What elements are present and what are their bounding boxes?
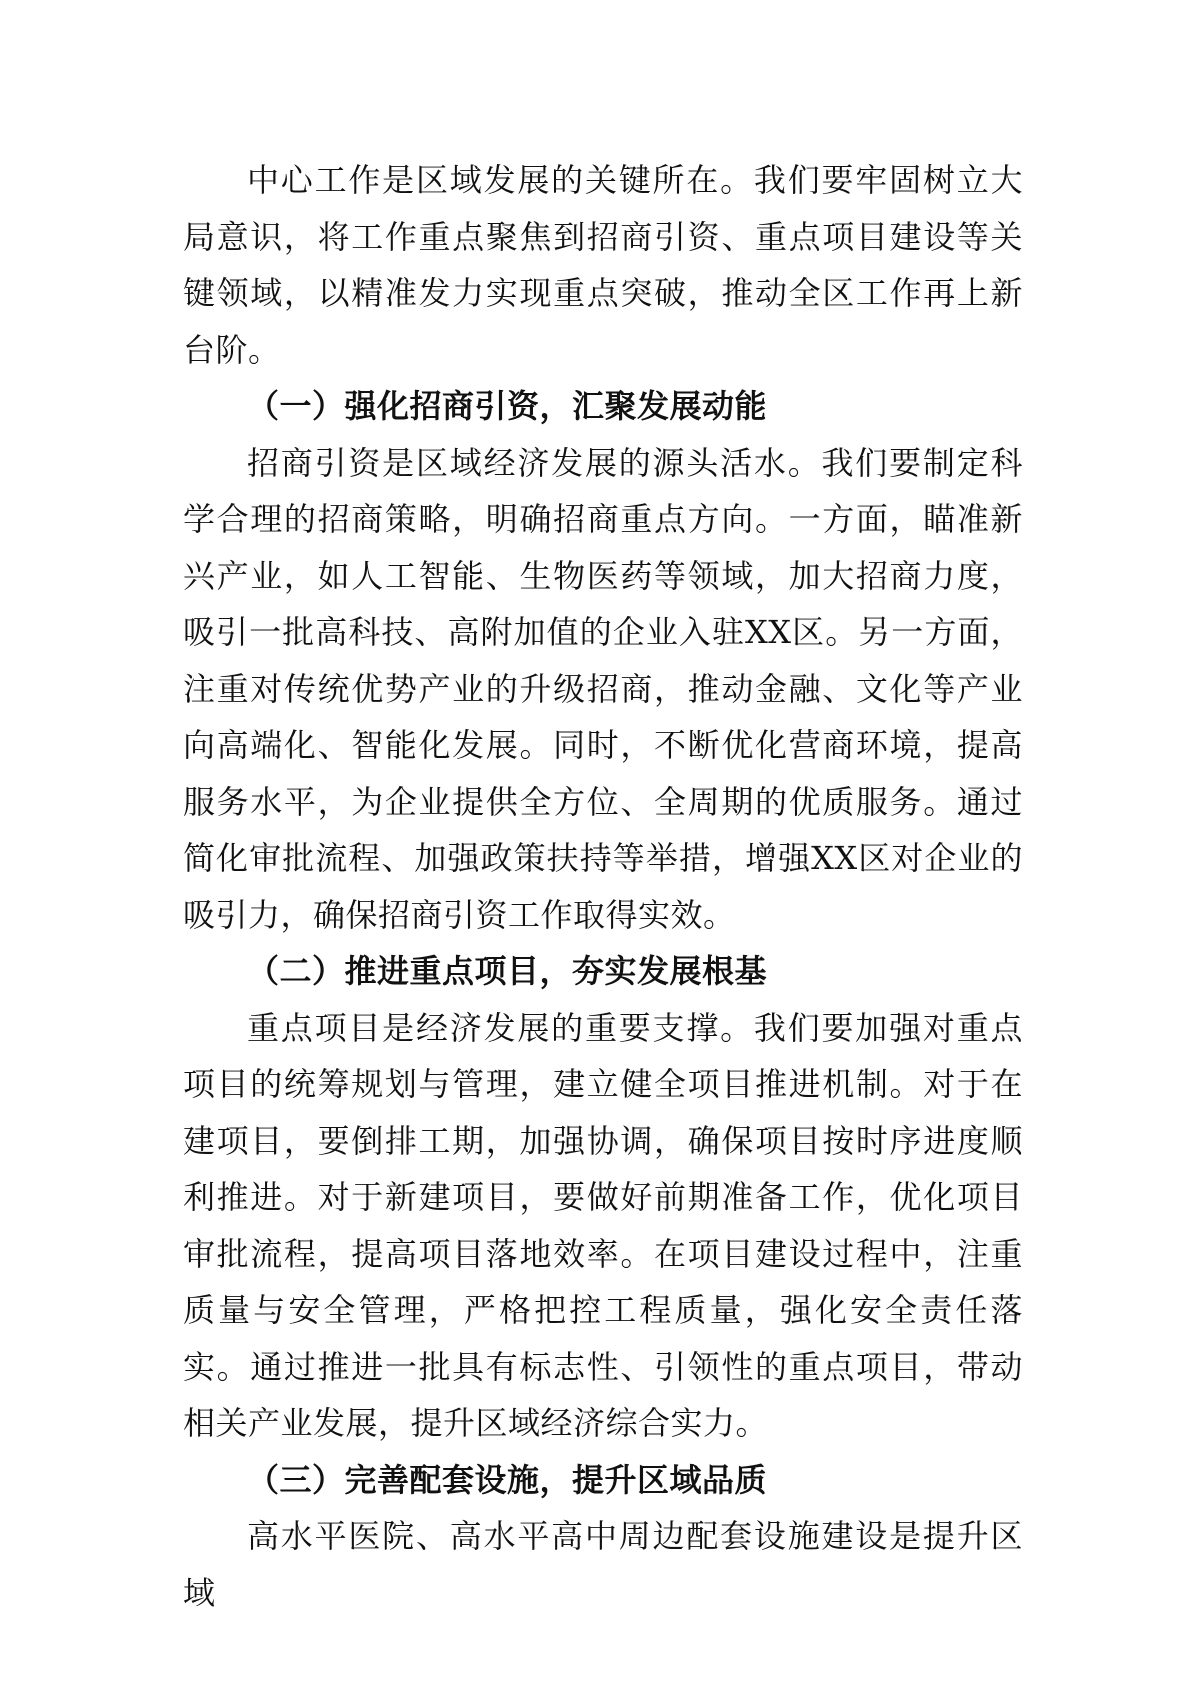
section-heading-investment: （一）强化招商引资，汇聚发展动能 (247, 387, 768, 425)
paragraph-central-work: 中心工作是区域发展的关键所在。我们要牢固树立大局意识，将工作重点聚焦到招商引资、重点项目建设等关键领域，以精准发力实现重点突破，推动全区工作再上新台阶。 (183, 161, 1023, 369)
paragraph-key-projects: 重点项目是经济发展的重要支撑。我们要加强对重点项目的统筹规划与管理，建立健全项目推进机制。对于在建项目，要倒排工期，加强协调，确保项目按时序进度顺利推进。对于新建项目，要做好前期准备工作，优化项目审批流程，提高项目落地效率。在项目建设过程中，注重质量与安全管理，严格把控工程质量，强化安全责任落实。通过推进一批具有标志性、引领性的重点项目，带动相关产业发展，提升区域经济综合实力。 (183, 1008, 1023, 1442)
document-body (183, 152, 1023, 1621)
section-heading-key-projects: （二）推进重点项目，夯实发展根基 (247, 952, 768, 990)
paragraph-investment: 招商引资是区域经济发展的源头活水。我们要制定科学合理的招商策略，明确招商重点方向。一方面，瞄准新兴产业，如人工智能、生物医药等领域，加大招商力度，吸引一批高科技、高附加值的企业入驻XX区。另一方面，注重对传统优势产业的升级招商，推动金融、文化等产业向高端化、智能化发展。同时，不断优化营商环境，提高服务水平，为企业提供全方位、全周期的优质服务。通过简化审批流程、加强政策扶持等举措，增强XX区对企业的吸引力，确保招商引资工作取得实效。 (183, 443, 1023, 934)
section-heading-facilities: （三）完善配套设施，提升区域品质 (247, 1460, 768, 1499)
paragraph-facilities: 高水平医院、高水平高中周边配套设施建设是提升区域 (183, 1517, 1023, 1612)
